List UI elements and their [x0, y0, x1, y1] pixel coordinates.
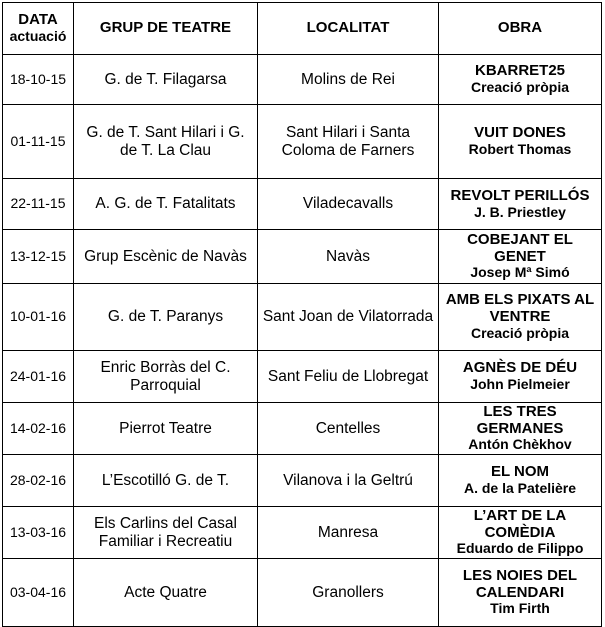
table-row [3, 559, 602, 627]
play-title: AMB ELS PIXATS AL VENTRE [445, 291, 595, 326]
play-author: Eduardo de Filippo [456, 540, 584, 557]
cell-location: Sant Joan de Vilatorrada [258, 284, 439, 351]
cell-group: G. de T. Paranys [74, 284, 258, 351]
play-author: Antón Chèkhov [468, 436, 572, 453]
table-row [3, 455, 602, 507]
cell-group: G. de T. Filagarsa [74, 55, 258, 105]
cell-date: 03-04-16 [3, 559, 74, 627]
play-author: Creació pròpia [470, 324, 570, 341]
header-group: GRUP DE TEATRE [74, 3, 258, 55]
cell-play [439, 105, 602, 179]
play-author: A. de la Patelière [463, 480, 577, 497]
table-row [3, 351, 602, 403]
cell-date: 13-03-16 [3, 507, 74, 559]
header-location: LOCALITAT [258, 3, 439, 55]
play-author: Robert Thomas [468, 141, 572, 158]
cell-play [439, 284, 602, 351]
cell-location: Granollers [258, 559, 439, 627]
performance-schedule-table [2, 2, 602, 627]
cell-play [439, 403, 602, 455]
play-title: VUIT DONES [474, 124, 566, 142]
cell-play [439, 507, 602, 559]
cell-play [439, 455, 602, 507]
play-title: COBEJANT EL GENET [467, 230, 573, 265]
play-title: LES NOIES DEL CALENDARI [462, 566, 578, 601]
header-date-label: DATA [18, 11, 58, 29]
table-row [3, 403, 602, 455]
table-row [3, 230, 602, 284]
play-author: Josep Mª Simó [470, 264, 570, 281]
play-title: AGNÈS DE DÉU [462, 359, 578, 377]
cell-group: A. G. de T. Fatalitats [74, 179, 258, 230]
cell-date: 18-10-15 [3, 55, 74, 105]
table-row [3, 284, 602, 351]
cell-date: 22-11-15 [3, 179, 74, 230]
cell-location: Sant Feliu de Llobregat [258, 351, 439, 403]
cell-group: Els Carlins del Casal Familiar i Recreatiu [74, 507, 258, 559]
table-row [3, 507, 602, 559]
cell-location: Centelles [258, 403, 439, 455]
header-row [3, 3, 602, 55]
table-row [3, 105, 602, 179]
play-author: Tim Firth [490, 600, 550, 617]
cell-location: Molins de Rei [258, 55, 439, 105]
cell-location: Viladecavalls [258, 179, 439, 230]
play-title: L’ART DE LA COMÈDIA [473, 506, 567, 541]
cell-play [439, 179, 602, 230]
cell-date: 01-11-15 [3, 105, 74, 179]
cell-group: Pierrot Teatre [74, 403, 258, 455]
table-row [3, 179, 602, 230]
cell-play [439, 55, 602, 105]
cell-location: Vilanova i la Geltrú [258, 455, 439, 507]
play-author: J. B. Priestley [474, 203, 566, 220]
cell-location: Manresa [258, 507, 439, 559]
cell-date: 14-02-16 [3, 403, 74, 455]
cell-group: G. de T. Sant Hilari i G. de T. La Clau [74, 105, 258, 179]
cell-location: Sant Hilari i Santa Coloma de Farners [258, 105, 439, 179]
cell-date: 13-12-15 [3, 230, 74, 284]
cell-date: 28-02-16 [3, 455, 74, 507]
play-author: Creació pròpia [470, 79, 570, 96]
play-title: EL NOM [490, 463, 550, 481]
header-date [3, 3, 74, 55]
cell-group: L’Escotilló G. de T. [74, 455, 258, 507]
play-title: KBARRET25 [474, 62, 565, 80]
play-title: LES TRES GERMANES [476, 402, 564, 437]
cell-group: Grup Escènic de Navàs [74, 230, 258, 284]
header-date-sub: actuació [9, 28, 67, 45]
cell-date: 10-01-16 [3, 284, 74, 351]
cell-date: 24-01-16 [3, 351, 74, 403]
header-play: OBRA [439, 3, 602, 55]
cell-group: Enric Borràs del C. Parroquial [74, 351, 258, 403]
play-title: REVOLT PERILLÓS [450, 186, 590, 204]
cell-location: Navàs [258, 230, 439, 284]
cell-play [439, 351, 602, 403]
cell-play [439, 559, 602, 627]
cell-group: Acte Quatre [74, 559, 258, 627]
cell-play [439, 230, 602, 284]
table-row [3, 55, 602, 105]
play-author: John Pielmeier [470, 376, 570, 393]
